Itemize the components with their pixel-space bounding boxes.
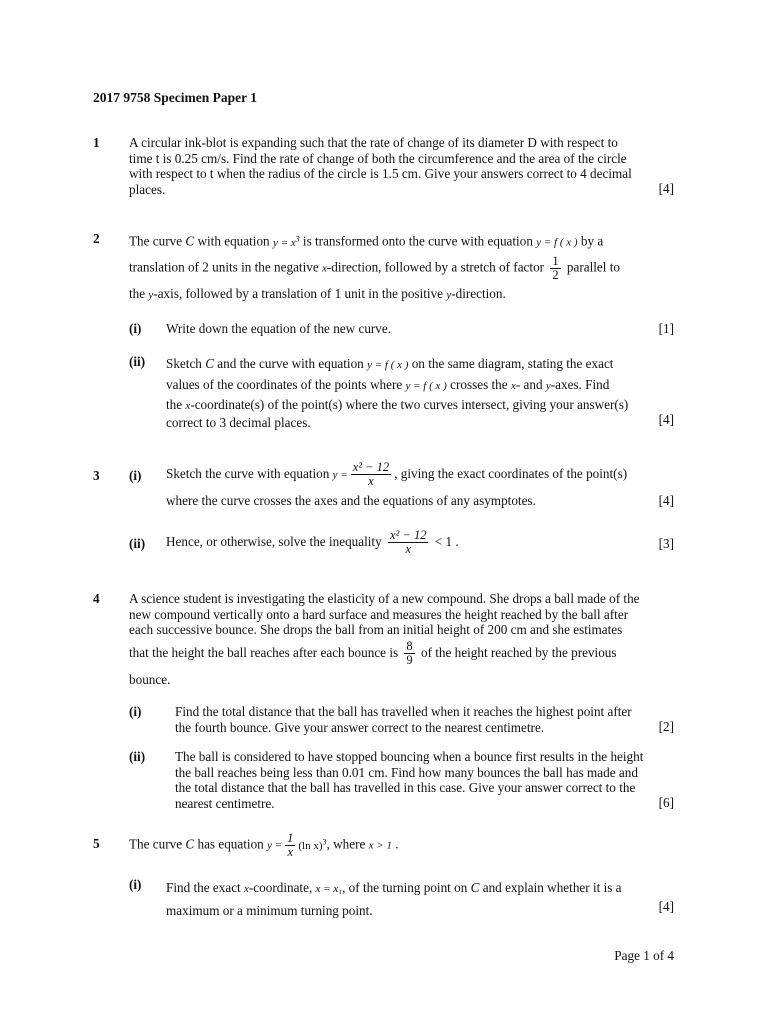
math-y-eq-fx: y = f ( x ) <box>536 236 578 249</box>
q4-line-5: bounce. <box>129 672 171 687</box>
q4-part-i-text: Find the total distance that the ball has travelled when it reaches the highest point after the fourth bounce. Give your answer correct to the nearest centimetre. <box>175 704 632 735</box>
fraction-q3-ii: $\frac{\text{x² − 12}}{x}$ <box>390 528 427 557</box>
q2-part-ii-label: (ii) <box>129 354 146 369</box>
question-number-1: 1 <box>93 135 100 150</box>
page-footer: Page 1 of 4 <box>614 948 674 963</box>
q3-part-i-label: (i) <box>129 468 142 483</box>
q2-part-ii-text: Sketch C and the curve with equation y = f ( x ) on the same diagram, stating the exact values of the coordinates of the points where y = f ( x ) crosses the x- and y-axes. Find the x-coordinate(s) of the point(s) where the two curves intersect, giving your answer(s) correct to 3 decimal places. <box>166 356 629 430</box>
fraction-eight-ninths: $\frac{8}{9}$ <box>406 639 413 668</box>
q2-part-i-label: (i) <box>129 321 142 336</box>
q5-part-i-text: Find the exact x-coordinate, x = x₁, of the turning point on C and explain whether it is a maximum or a minimum turning point. <box>166 880 622 918</box>
q1-line-1: A circular ink-blot is expanding such that the rate of change of its diameter D with respect to <box>129 135 618 150</box>
question-number-3: 3 <box>93 468 100 483</box>
q1-line-3: with respect to t when the radius of the circle is 1.5 cm. Give your answers correct to 4 decimal <box>129 166 632 181</box>
q5-part-i-label: (i) <box>129 877 142 892</box>
q3-part-i-mark: [4] <box>658 493 674 508</box>
q1-line-4: places. <box>129 181 166 197</box>
q4-part-ii-mark: [6] <box>658 795 674 810</box>
q3-part-ii-text: Hence, or otherwise, solve the inequality $\frac{\text{x² − 12}}{x}$ < 1 . <box>166 528 459 557</box>
q4-part-i-mark: [2] <box>658 719 674 734</box>
q1-mark: [4] <box>658 181 674 196</box>
question-1-text <box>129 135 675 197</box>
q2-part-i-mark: [1] <box>658 321 674 336</box>
q2-line-3: the y-axis, followed by a translation of 1 unit in the positive y-direction. <box>129 286 506 301</box>
q4-part-ii-label: (ii) <box>129 749 146 764</box>
question-number-5: 5 <box>93 836 100 851</box>
q2-part-i-text: Write down the equation of the new curve. <box>166 321 392 336</box>
fraction-q5: $\frac{1}{x}$ <box>287 831 294 860</box>
q4-part-i-label: (i) <box>129 704 142 719</box>
fraction-half: $\frac{1}{2}$ <box>552 254 559 282</box>
fraction-q3: $\frac{\text{x² − 12}}{x}$ <box>352 460 390 489</box>
q3-part-i-line-1: Sketch the curve with equation y = $\frac{\text{x² − 12}}{x}$ , giving the exact coordinates of the point(s) <box>166 460 628 489</box>
q4-line-4: that the height the ball reaches after each bounce is $\frac{8}{9}$ of the height reached by the previous <box>129 639 617 668</box>
math-ln-x: (ln x)$^3$ <box>298 837 327 852</box>
q2-line-2: translation of 2 units in the negative x-direction, followed by a stretch of factor $\frac{1}{2}$ parallel to <box>129 254 620 282</box>
q3-part-ii-label: (ii) <box>129 536 146 551</box>
q2-line-1: The curve C with equation $y = x^3$ is transformed onto the curve with equation y = f ( x ) by a <box>129 233 604 249</box>
q4-part-ii-text: The ball is considered to have stopped bouncing when a bounce first results in the height the ball reaches being less than 0.01 cm. Find how many bounces the ball has made and the total distance that the ball has travelled in this case. Give your answer correct to the nearest centimetre. <box>175 749 644 811</box>
q3-part-i-line-2: where the curve crosses the axes and the equations of any asymptotes. <box>166 493 536 508</box>
paper-title: 2017 9758 Specimen Paper 1 <box>93 90 257 105</box>
q5-part-i-mark: [4] <box>658 899 674 914</box>
q5-line-1: The curve C has equation y = $\frac{1}{x}$ (ln x)$^3$, where x > 1 . <box>129 831 399 860</box>
q3-part-ii-mark: [3] <box>658 536 674 551</box>
q2-part-ii-mark: [4] <box>658 412 674 427</box>
question-number-4: 4 <box>93 591 100 606</box>
q1-line-2: time t is 0.25 cm/s. Find the rate of change of both the circumference and the area of the circle <box>129 150 627 166</box>
question-number-2: 2 <box>93 231 100 246</box>
math-y-eq-x3: $y = x^3$ <box>272 234 300 249</box>
math-C: C <box>185 233 195 249</box>
q4-text: A science student is investigating the elasticity of a new compound. She drops a ball made of the new compound vertically onto a hard surface and measures the height reached by the ball after each successive bounce. She drops the ball from an initial height of 200 cm and she estimates <box>129 591 640 637</box>
